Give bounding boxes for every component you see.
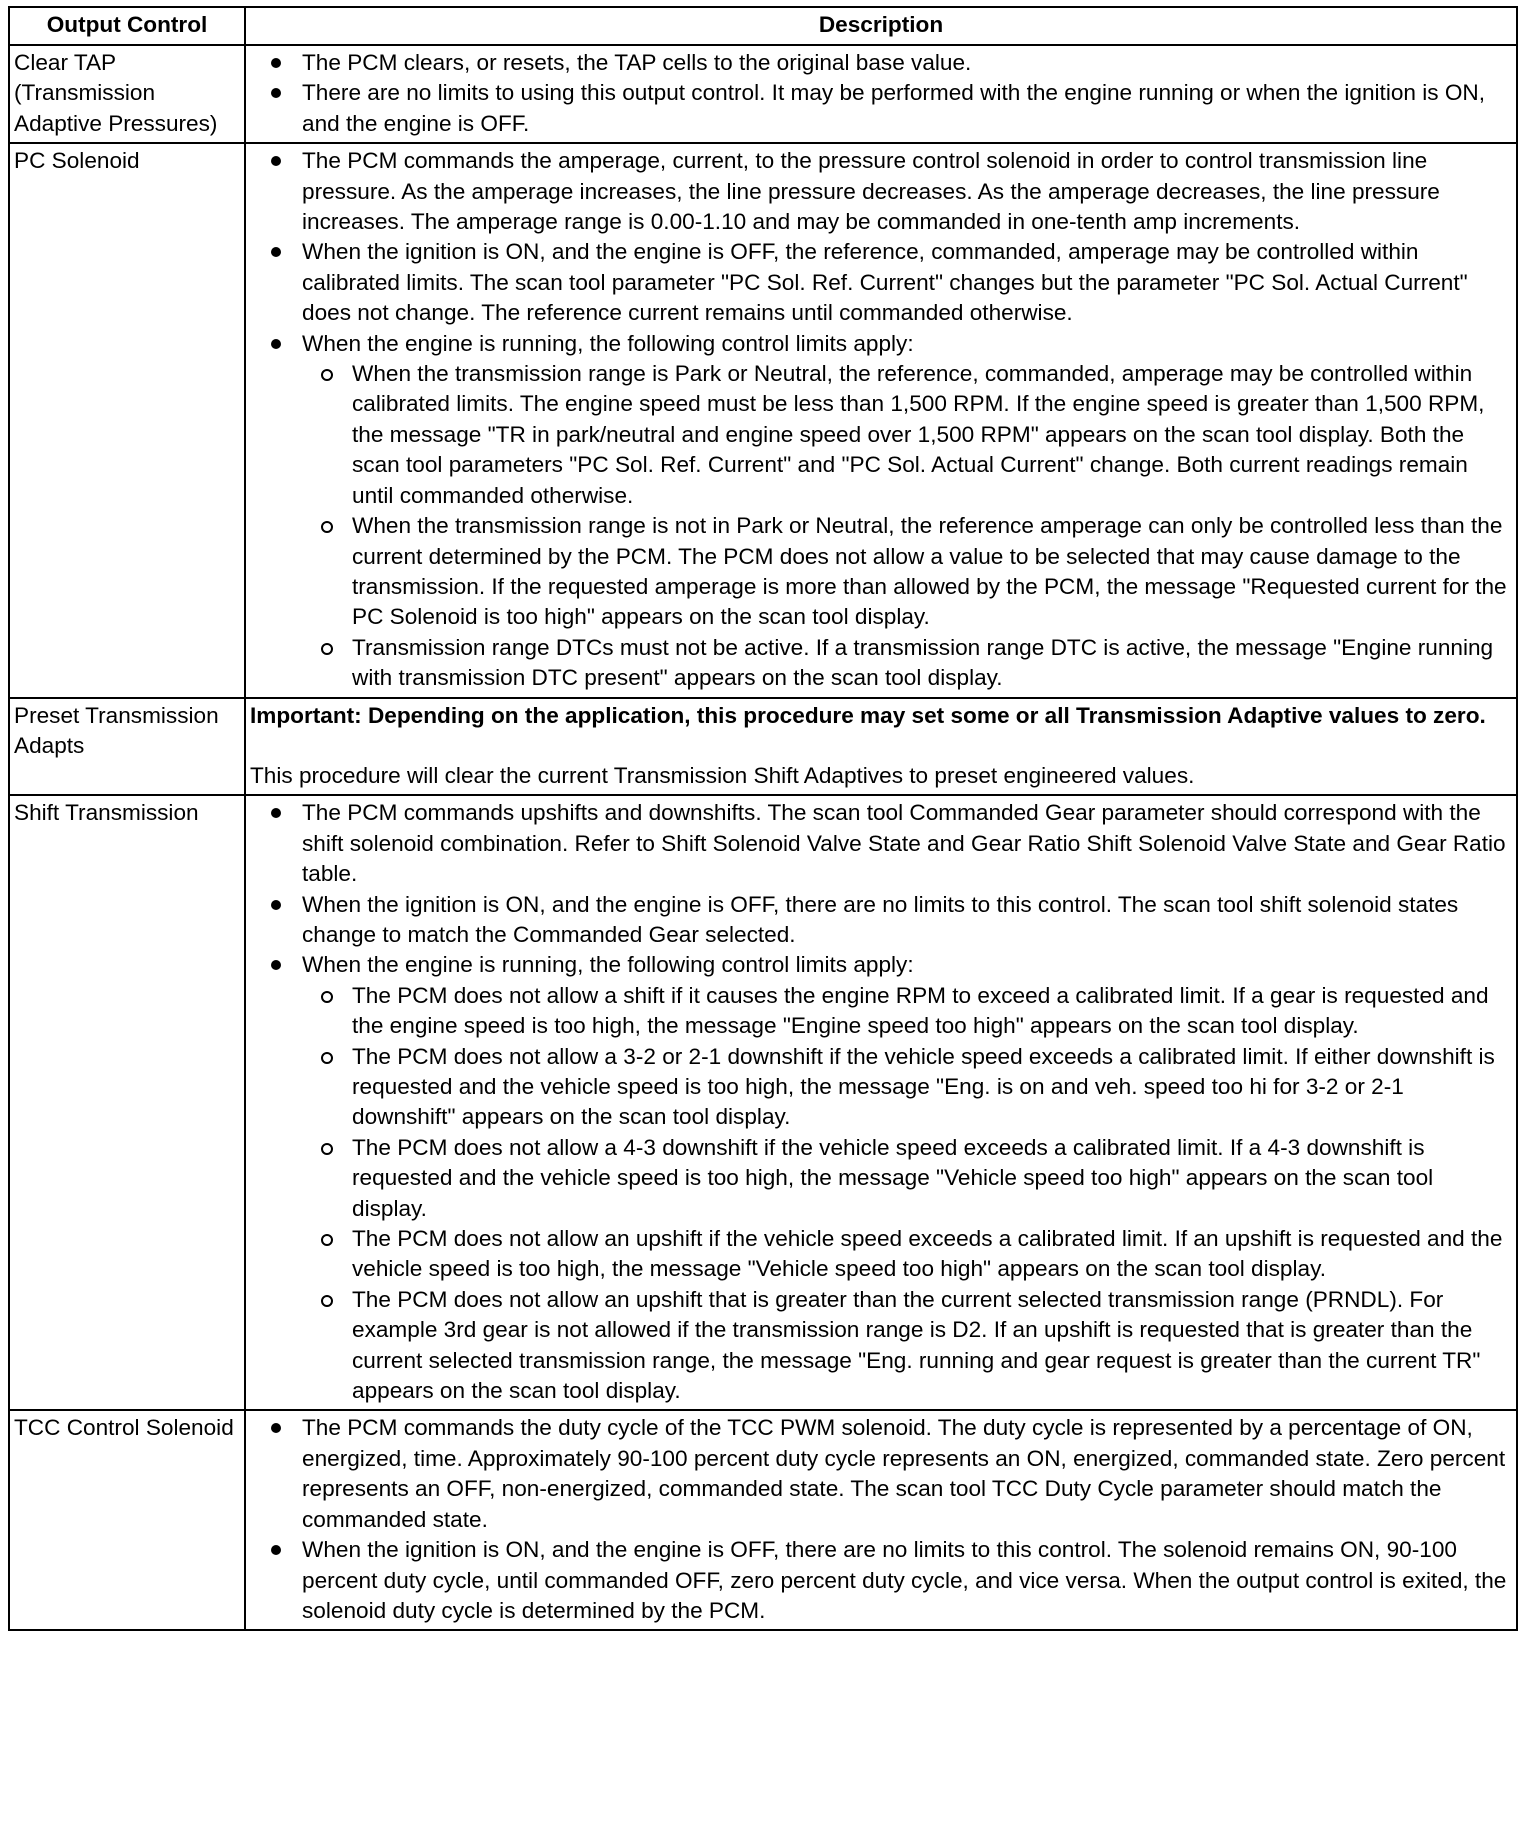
output-control-name: PC Solenoid [9, 143, 245, 697]
description-cell [245, 698, 1517, 796]
description-cell [245, 795, 1517, 1410]
bullet-item: When the ignition is ON, and the engine is OFF, there are no limits to this control. The scan tool shift solenoid states change to match the Commanded Gear selected. [250, 890, 1512, 951]
bullet-item: The PCM commands the amperage, current, to the pressure control solenoid in order to control transmission line pressure. As the amperage increases, the line pressure decreases. As the amperage decreases, the line pressure increases. The amperage range is 0.00-1.10 and may be commanded in one-tenth amp increments. [250, 146, 1512, 237]
header-row [9, 7, 1517, 45]
spacer [250, 731, 1512, 761]
header-output-control: Output Control [9, 7, 245, 45]
sub-bullet-item: The PCM does not allow a shift if it causes the engine RPM to exceed a calibrated limit. If a gear is requested and the engine speed is too high, the message "Engine speed too high" appears on the scan tool display. [250, 981, 1512, 1042]
sub-bullet-item: When the transmission range is Park or Neutral, the reference, commanded, amperage may be controlled within calibrated limits. The engine speed must be less than 1,500 RPM. If the engine speed is greater than 1,500 RPM, the message "TR in park/neutral and engine speed over 1,500 RPM" appears on the scan tool display. Both the scan tool parameters "PC Sol. Ref. Current" and "PC Sol. Actual Current" change. Both current readings remain until commanded otherwise. [250, 359, 1512, 511]
bullet-text: When the engine is running, the following control limits apply: [302, 952, 914, 978]
sub-bullet-item: The PCM does not allow a 4-3 downshift if the vehicle speed exceeds a calibrated limit. If a 4-3 downshift is requested and the vehicle speed is too high, the message "Vehicle speed too high" appears on the scan tool display. [250, 1133, 1512, 1224]
description-cell [245, 1410, 1517, 1630]
description-cell [245, 143, 1517, 697]
output-control-name: Shift Transmission [9, 795, 245, 1410]
sub-bullet-item: The PCM does not allow an upshift if the vehicle speed exceeds a calibrated limit. If an upshift is requested and the vehicle speed is too high, the message "Vehicle speed too high" appears on the scan tool display. [250, 1224, 1512, 1285]
important-note: Important: Depending on the application, this procedure may set some or all Transmission Adaptive values to zero. [250, 702, 1486, 728]
table-row [9, 45, 1517, 143]
bullet-item: The PCM commands the duty cycle of the TCC PWM solenoid. The duty cycle is represented by a percentage of ON, energized, time. Approximately 90-100 percent duty cycle represents an ON, energized, commanded state. Zero percent represents an OFF, non-energized, commanded state. The scan tool TCC Duty Cycle parameter should match the commanded state. [250, 1413, 1512, 1535]
table-row [9, 795, 1517, 1410]
output-control-name: TCC Control Solenoid [9, 1410, 245, 1630]
bullet-item [250, 329, 1512, 694]
output-control-name: Preset Transmission Adapts [9, 698, 245, 796]
table-row [9, 1410, 1517, 1630]
output-control-table [8, 6, 1518, 1631]
sub-bullet-item: The PCM does not allow an upshift that is greater than the current selected transmission range (PRNDL). For example 3rd gear is not allowed if the transmission range is D2. If an upshift is requested that is greater than the current selected transmission range, the message "Eng. running and gear request is greater than the current TR" appears on the scan tool display. [250, 1285, 1512, 1407]
table-row [9, 143, 1517, 697]
bullet-item: The PCM commands upshifts and downshifts. The scan tool Commanded Gear parameter should correspond with the shift solenoid combination. Refer to Shift Solenoid Valve State and Gear Ratio Shift Solenoid Valve State and Gear Ratio table. [250, 798, 1512, 889]
bullet-item: When the ignition is ON, and the engine is OFF, there are no limits to this control. The solenoid remains ON, 90-100 percent duty cycle, until commanded OFF, zero percent duty cycle, and vice versa. When the output control is exited, the solenoid duty cycle is determined by the PCM. [250, 1535, 1512, 1626]
description-paragraph: This procedure will clear the current Transmission Shift Adaptives to preset engineered values. [250, 762, 1195, 788]
sub-bullet-item: The PCM does not allow a 3-2 or 2-1 downshift if the vehicle speed exceeds a calibrated limit. If either downshift is requested and the vehicle speed is too high, the message "Eng. is on and veh. speed too hi for 3-2 or 2-1 downshift" appears on the scan tool display. [250, 1042, 1512, 1133]
sub-bullet-item: When the transmission range is not in Park or Neutral, the reference amperage can only be controlled less than the current determined by the PCM. The PCM does not allow a value to be selected that may cause damage to the transmission. If the requested amperage is more than allowed by the PCM, the message "Requested current for the PC Solenoid is too high" appears on the scan tool display. [250, 511, 1512, 633]
bullet-item [250, 950, 1512, 1406]
bullet-item: There are no limits to using this output control. It may be performed with the engine running or when the ignition is ON, and the engine is OFF. [250, 78, 1512, 139]
bullet-text: When the engine is running, the following control limits apply: [302, 330, 914, 356]
bullet-item: The PCM clears, or resets, the TAP cells to the original base value. [250, 48, 1512, 78]
sub-bullet-item: Transmission range DTCs must not be active. If a transmission range DTC is active, the message "Engine running with transmission DTC present" appears on the scan tool display. [250, 633, 1512, 694]
output-control-name: Clear TAP (Transmission Adaptive Pressures) [9, 45, 245, 143]
table-row [9, 698, 1517, 796]
header-description: Description [245, 7, 1517, 45]
bullet-item: When the ignition is ON, and the engine is OFF, the reference, commanded, amperage may be controlled within calibrated limits. The scan tool parameter "PC Sol. Ref. Current" changes but the parameter "PC Sol. Actual Current" does not change. The reference current remains until commanded otherwise. [250, 237, 1512, 328]
description-cell [245, 45, 1517, 143]
